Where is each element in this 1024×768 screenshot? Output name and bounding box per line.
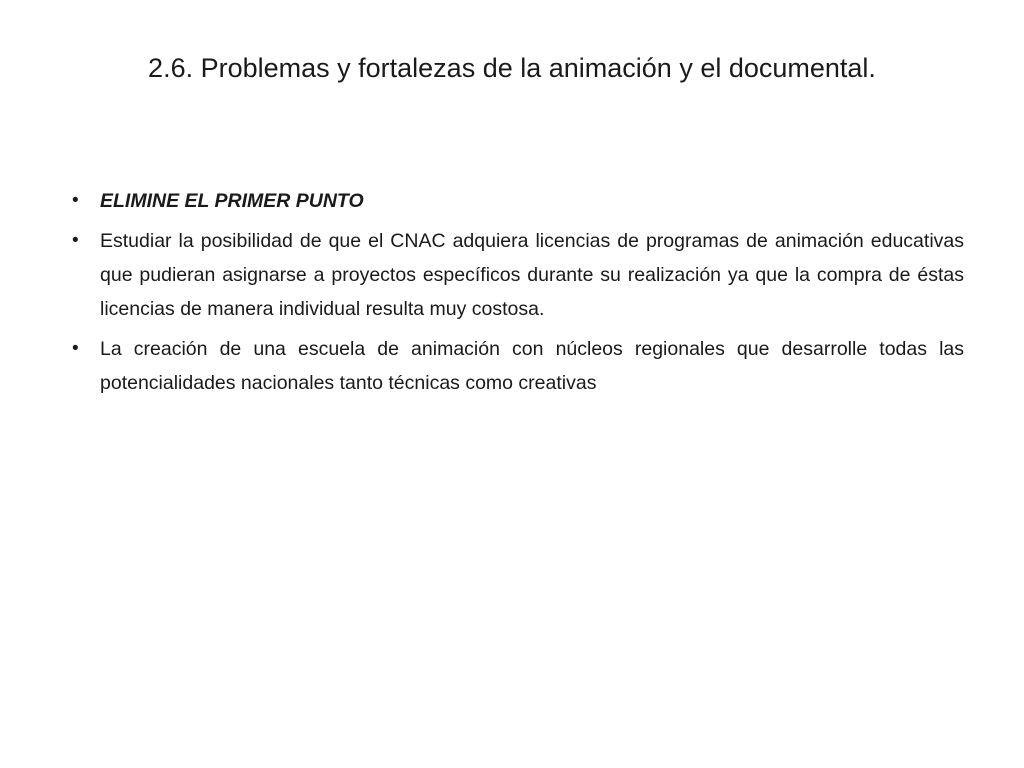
bullet-text-1: ELIMINE EL PRIMER PUNTO [100, 190, 364, 212]
bullet-text-2: Estudiar la posibilidad de que el CNAC adquiera licencias de programas de animación educativas que pudieran asignarse a proyectos específicos durante su realización ya que la compra de éstas licencias de manera individual resulta muy costosa. [100, 230, 964, 320]
bullet-item-2 [72, 224, 964, 326]
bullet-dot-icon: • [72, 190, 79, 211]
bullet-item-3 [72, 332, 964, 400]
bullet-list [72, 184, 964, 406]
bullet-dot-icon: • [72, 230, 79, 251]
bullet-item-1 [72, 184, 964, 218]
bullet-text-3: La creación de una escuela de animación con núcleos regionales que desarrolle todas las potencialidades nacionales tanto técnicas como creativas [100, 338, 964, 394]
slide-title: 2.6. Problemas y fortalezas de la animación y el documental. [148, 53, 876, 83]
bullet-dot-icon: • [72, 338, 79, 359]
